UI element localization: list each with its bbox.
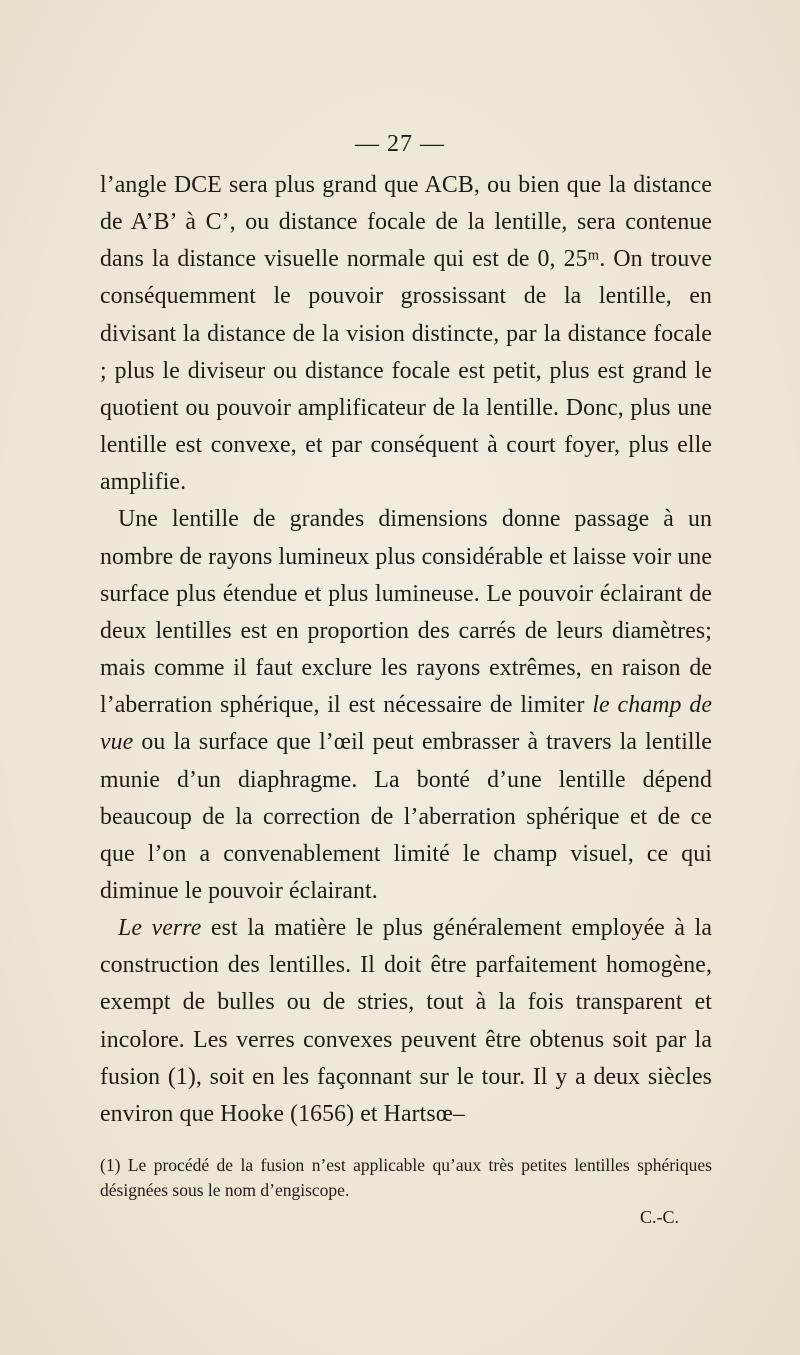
paragraph-2-text-b: ou la surface que l’œil peut embrasser à travers la lentille munie d’un diaphragme. La bonté d’une lentille dépend beaucoup de la correction de l’aberration sphérique et de ce que l’on a convenablement limité le champ visuel, ce qui diminue le pouvoir éclairant. (100, 729, 712, 904)
paragraph-1: l’angle DCE sera plus grand que ACB, ou bien que la distance de A’B’ à C’, ou distance focale de la lentille, sera contenue dans la distance visuelle normale qui est de 0, 25ᵐ. On trouve conséquemment le pouvoir grossissant de la lentille, en divisant la distance de la vision distincte, par la distance focale ; plus le diviseur ou distance focale est petit, plus est grand le quotient ou pouvoir amplificateur de la lentille. Donc, plus une lentille est convexe, et par conséquent à court foyer, plus elle amplifie. (100, 172, 712, 496)
paragraph-2 (100, 501, 712, 910)
paragraph-3-text: est la matière le plus généralement employée à la construction des lentilles. Il doit être parfaitement homogène, exempt de bulles ou de stries, tout à la fois transparent et incolore. Les verres convexes peuvent être obtenus soit par la fusion (1), soit en les façonnant sur le tour. Il y a deux siècles environ que Hooke (1656) et Hartsœ– (100, 915, 713, 1127)
footnote: (1) Le procédé de la fusion n’est applicable qu’aux très petites lentilles sphériques désignées sous le nom d’engiscope. (100, 1155, 712, 1200)
footnote-signature: C.-C. (640, 1207, 680, 1227)
page-number: — 27 — (355, 131, 445, 157)
paragraph-2-text-a: Une lentille de grandes dimensions donne passage à un nombre de rayons lumineux plus considérable et laisse voir une surface plus étendue et plus lumineuse. Le pouvoir éclairant de deux lentilles est en proportion des carrés de leurs diamètres; mais comme il faut exclure les rayons extrêmes, en raison de l’aberration sphérique, il est nécessaire de limiter (100, 506, 712, 719)
paragraph-3 (100, 910, 712, 1133)
main-text (100, 167, 712, 1133)
paragraph-3-emphasis: Le verre (118, 915, 202, 942)
paragraph-2-emphasis: le champ de vue (100, 692, 713, 756)
